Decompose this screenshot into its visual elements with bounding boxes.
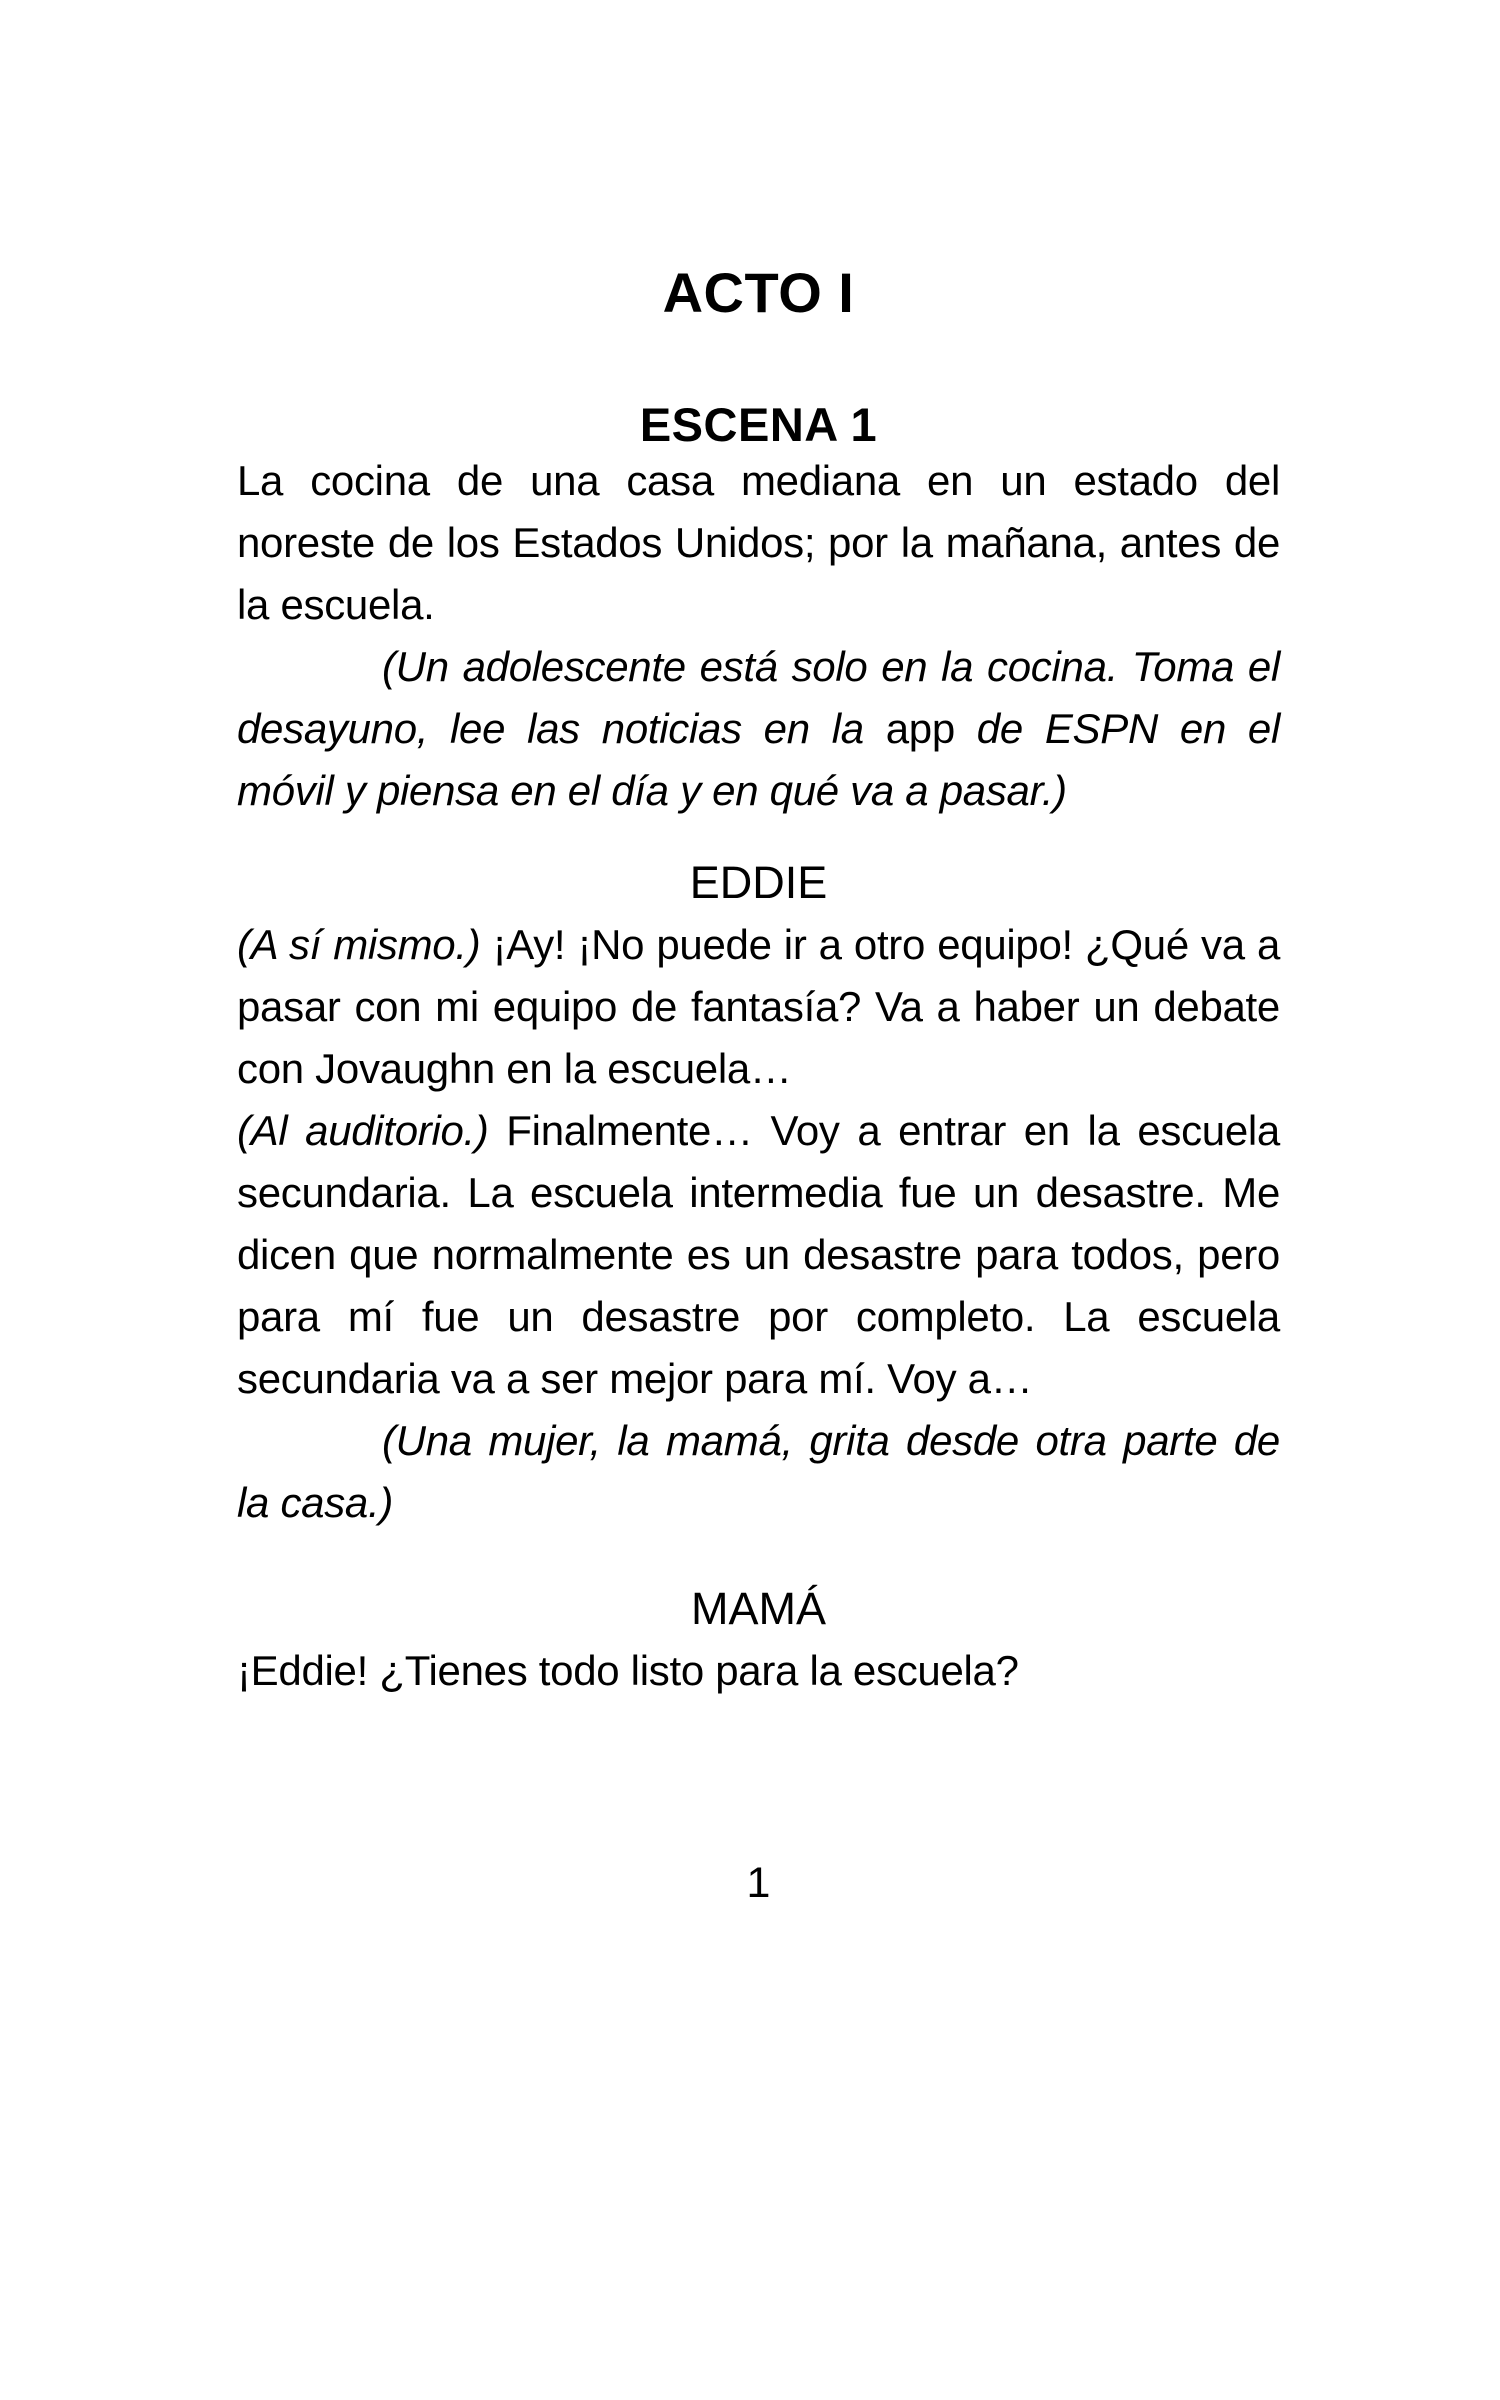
eddie-dialogue-1-parenthetical: (A sí mismo.)	[237, 921, 481, 968]
stage-direction-1-roman-segment: app	[885, 705, 955, 752]
stage-direction-1	[237, 636, 1280, 822]
eddie-dialogue-2-text: Finalmente… Voy a entrar en la escuela secundaria. La escuela intermedia fue un desastre. Me dicen que normalmente es un desastre para todos, pero para mí fue un desastre por completo. La escuela secundaria va a ser mejor para mí. Voy a…	[237, 1107, 1280, 1402]
page-number: 1	[746, 1859, 771, 1907]
mama-dialogue-1: ¡Eddie! ¿Tienes todo listo para la escuela?	[237, 1647, 1019, 1694]
stage-direction-1-italic-segment-2: de ESPN en el móvil y piensa en el día y en qué va a pasar.)	[237, 705, 1280, 814]
eddie-dialogue-2	[237, 1100, 1280, 1410]
eddie-dialogue-1	[237, 914, 1280, 1100]
scene-title: ESCENA 1	[639, 398, 878, 451]
scene-description: La cocina de una casa mediana en un estado del noreste de los Estados Unidos; por la mañana, antes de la escuela.	[237, 457, 1280, 628]
stage-direction-2: (Una mujer, la mamá, grita desde otra parte de la casa.)	[237, 1417, 1280, 1526]
act-title: ACTO I	[662, 261, 855, 324]
eddie-dialogue-2-parenthetical: (Al auditorio.)	[237, 1107, 489, 1154]
stage-direction-1-italic-segment: (Un adolescente está solo en la cocina. Toma el desayuno, lee las noticias en la	[237, 643, 1280, 752]
character-name-eddie: EDDIE	[689, 857, 828, 908]
eddie-dialogue-1-text: ¡Ay! ¡No puede ir a otro equipo! ¿Qué va a pasar con mi equipo de fantasía? Va a haber un debate con Jovaughn en la escuela…	[237, 921, 1281, 1092]
character-name-mama: MAMÁ	[691, 1583, 826, 1634]
